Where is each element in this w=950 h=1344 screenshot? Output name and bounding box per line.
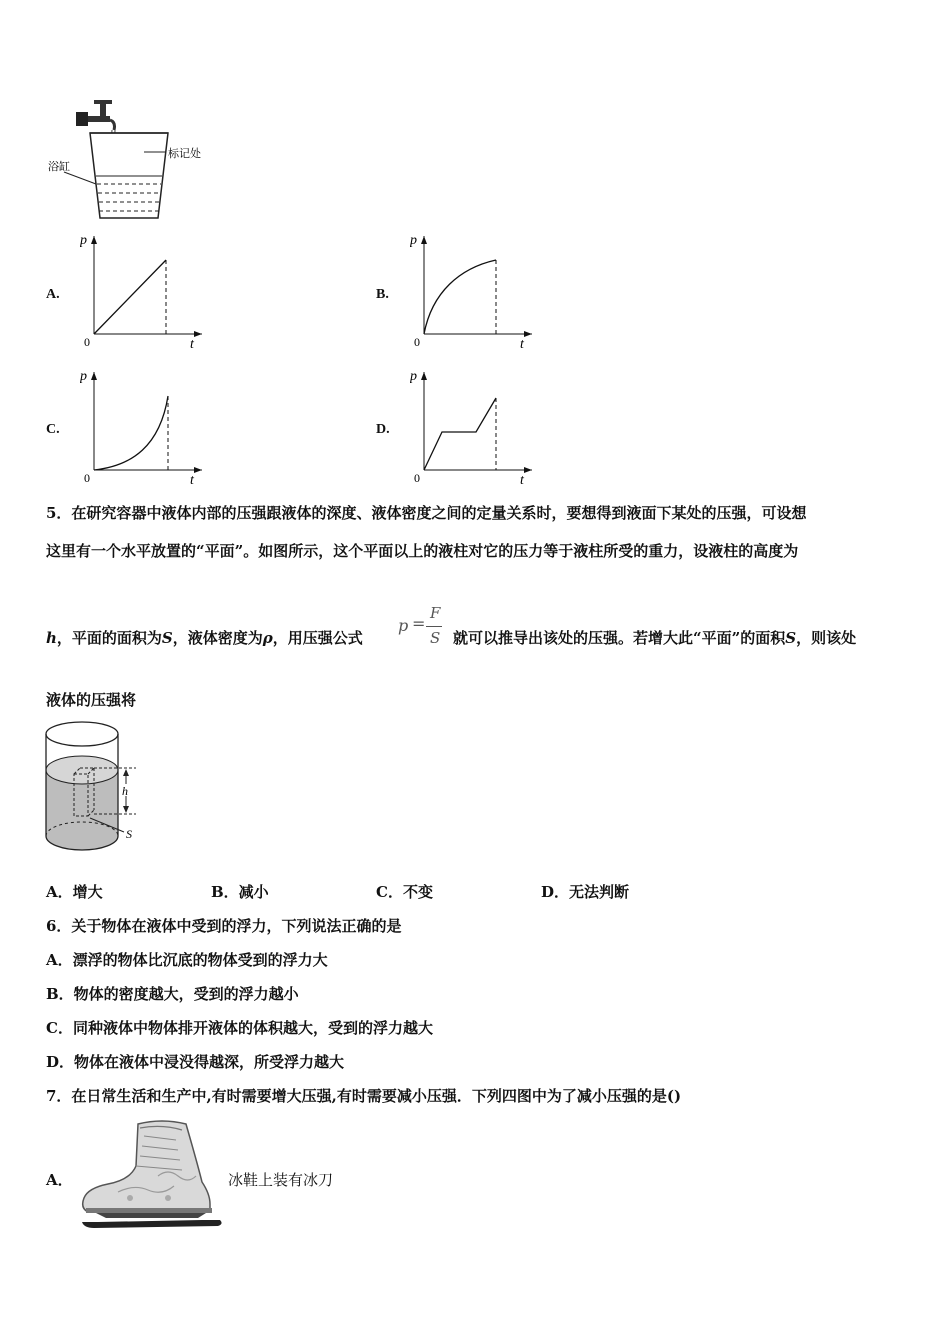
q7-option-a-caption: 冰鞋上装有冰刀 [228,1171,334,1189]
q5-line3 [46,628,363,648]
q5-option-d[interactable]: D．无法判断 [541,883,630,901]
formula-bar [426,626,442,627]
var-S2: S [785,629,797,647]
graph-b-origin: 0 [414,335,420,349]
graph-c-axis-t: t [190,473,194,486]
q6-stem: 6．关于物体在液体中受到的浮力，下列说法正确的是 [46,917,402,935]
q6-option-d[interactable]: D．物体在液体中浸没得越深，所受浮力越大 [46,1053,345,1071]
graph-a-axis-t: t [190,337,194,350]
graph-d-axis-p: p [410,369,417,384]
graph-option-d-letter: D. [376,422,390,437]
var-rho: ρ [262,629,273,647]
q5-line3-a: ，平面的面积为 [56,629,162,647]
graph-a-axis-p: p [80,233,87,248]
graph-c-curve [94,396,168,470]
pressure-formula [398,604,448,650]
q5-line3-b: ，液体密度为 [172,629,263,647]
graph-d [410,366,540,486]
graph-b [410,230,540,350]
formula-eq: = [412,614,426,633]
var-S: S [161,629,173,647]
graph-b-axis-p: p [410,233,417,248]
bathtub-drawing [40,96,220,226]
graph-d-origin: 0 [414,471,420,485]
graph-a-curve [94,260,166,334]
graph-option-b-letter: B. [376,287,389,302]
q5-line3-rest [453,628,856,648]
q5-line3-e: ，则该处 [796,629,857,647]
q5-option-c[interactable]: C．不变 [376,883,433,901]
cylinder-S-label: S [126,827,132,841]
cylinder-figure [40,718,150,863]
graph-option-a-letter: A. [46,287,60,302]
q5-line3-c: ，用压强公式 [272,629,363,647]
q6-option-b[interactable]: B．物体的密度越大，受到的浮力越小 [46,985,299,1003]
q5-line2: 这里有一个水平放置的“平面”。如图所示，这个平面以上的液柱对它的压力等于液柱所受的重力，设液柱的高度为 [46,542,799,560]
graph-b-axis-t: t [520,337,524,350]
formula-p: p [398,616,409,635]
q7-stem: 7．在日常生活和生产中,有时需要增大压强,有时需要减小压强．下列四图中为了减小压强的是() [46,1087,682,1105]
formula-S: S [430,629,441,647]
q6-option-c[interactable]: C．同种液体中物体排开液体的体积越大，受到的浮力越大 [46,1019,433,1037]
q6-option-a[interactable]: A．漂浮的物体比沉底的物体受到的浮力大 [46,951,328,969]
graph-d-axis-t: t [520,473,524,486]
graph-b-curve [424,260,496,334]
graph-a [80,230,210,350]
graph-d-curve [424,398,496,470]
cylinder-h-label: h [122,784,128,798]
q5-option-b[interactable]: B．减小 [211,883,269,901]
graph-c [80,366,210,486]
tub-label: 浴缸 [48,161,70,173]
graph-option-c-letter: C. [46,422,60,437]
q5-line4: 液体的压强将 [46,691,137,709]
graph-c-axis-p: p [80,369,87,384]
var-h: h [46,629,57,647]
graph-c-origin: 0 [84,471,90,485]
bathtub-figure [40,96,220,226]
formula-F: F [430,604,441,622]
mark-label: 标记处 [168,148,201,160]
q5-line1: 5．在研究容器中液体内部的压强跟液体的深度、液体密度之间的定量关系时，要想得到液面下某处的压强，可设想 [46,504,807,522]
q7-option-a-letter[interactable]: A． [46,1171,73,1189]
graph-a-origin: 0 [84,335,90,349]
q5-option-a[interactable]: A．增大 [46,883,103,901]
q5-line3-d: 就可以推导出该处的压强。若增大此“平面”的面积 [453,629,786,647]
ice-skate-image [78,1118,226,1230]
